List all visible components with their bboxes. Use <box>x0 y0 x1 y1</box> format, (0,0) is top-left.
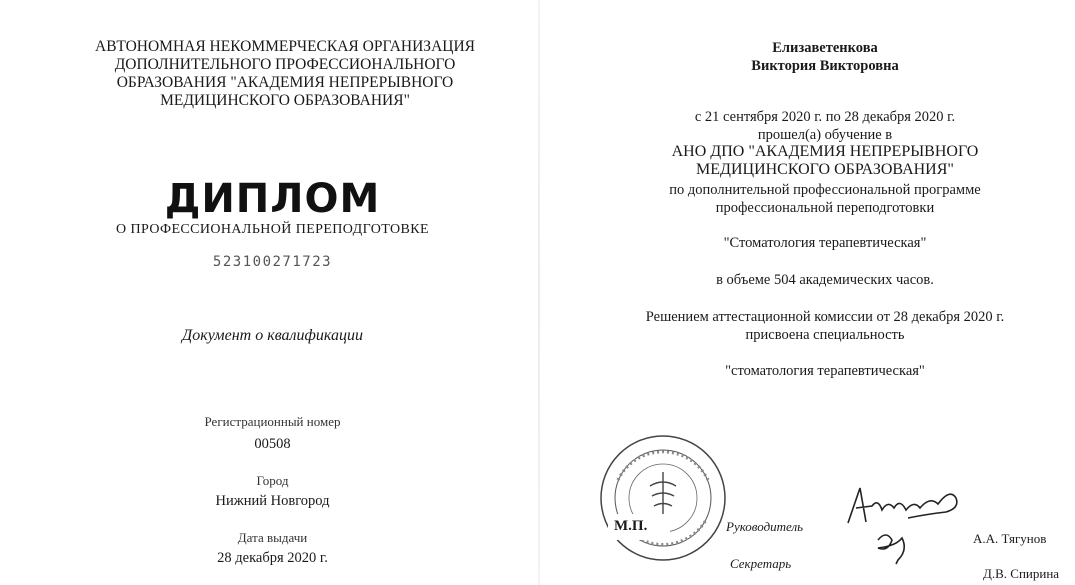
org-line: ДОПОЛНИТЕЛЬНОГО ПРОФЕССИОНАЛЬНОГО <box>114 56 456 73</box>
program-line: по дополнительной профессиональной программе <box>669 182 981 198</box>
diploma-number: 523100271723 <box>212 254 333 270</box>
stamp-place-mark: М.П. <box>614 518 648 534</box>
recipient-name: Виктория Викторовна <box>751 58 899 74</box>
recipient-surname: Елизаветенкова <box>772 40 878 56</box>
org-line: МЕДИЦИНСКОГО ОБРАЗОВАНИЯ" <box>160 92 410 109</box>
org-short-line: МЕДИЦИНСКОГО ОБРАЗОВАНИЯ" <box>696 161 954 178</box>
commission-decision: присвоена специальность <box>745 327 905 343</box>
city-label: Город <box>256 473 289 488</box>
training-status: прошел(а) обучение в <box>757 127 893 143</box>
issue-date-value: 28 декабря 2020 г. <box>217 550 328 566</box>
assigned-specialty: "стоматология терапевтическая" <box>725 363 925 379</box>
registration-label: Регистрационный номер <box>204 414 341 429</box>
training-period: с 21 сентября 2020 г. по 28 декабря 2020 г. <box>694 109 956 125</box>
registration-number: 00508 <box>254 436 291 452</box>
program-name: "Стоматология терапевтическая" <box>723 235 927 251</box>
secretary-name: Д.В. Спирина <box>983 566 1060 581</box>
diploma-subtitle: О ПРОФЕССИОНАЛЬНОЙ ПЕРЕПОДГОТОВКЕ <box>116 222 429 237</box>
org-line: ОБРАЗОВАНИЯ "АКАДЕМИЯ НЕПРЕРЫВНОГО <box>116 74 454 91</box>
org-short-line: АНО ДПО "АКАДЕМИЯ НЕПРЕРЫВНОГО <box>671 143 979 160</box>
training-hours: в объеме 504 академических часов. <box>716 272 934 288</box>
issue-date-label: Дата выдачи <box>237 530 308 545</box>
head-label: Руководитель <box>726 519 804 534</box>
commission-decision: Решением аттестационной комиссии от 28 декабря 2020 г. <box>645 309 1005 325</box>
city-value: Нижний Новгород <box>215 493 330 509</box>
qualification-label: Документ о квалификации <box>182 327 363 344</box>
organization-name <box>70 38 500 110</box>
head-name: А.А. Тягунов <box>973 531 1047 546</box>
handwritten-signature <box>838 478 963 568</box>
org-line: АВТОНОМНАЯ НЕКОММЕРЧЕСКАЯ ОРГАНИЗАЦИЯ <box>95 38 475 55</box>
official-stamp <box>598 428 728 568</box>
program-line: профессиональной переподготовки <box>715 200 935 216</box>
diploma-title: ДИПЛОМ <box>164 176 381 222</box>
secretary-label: Секретарь <box>730 556 792 571</box>
